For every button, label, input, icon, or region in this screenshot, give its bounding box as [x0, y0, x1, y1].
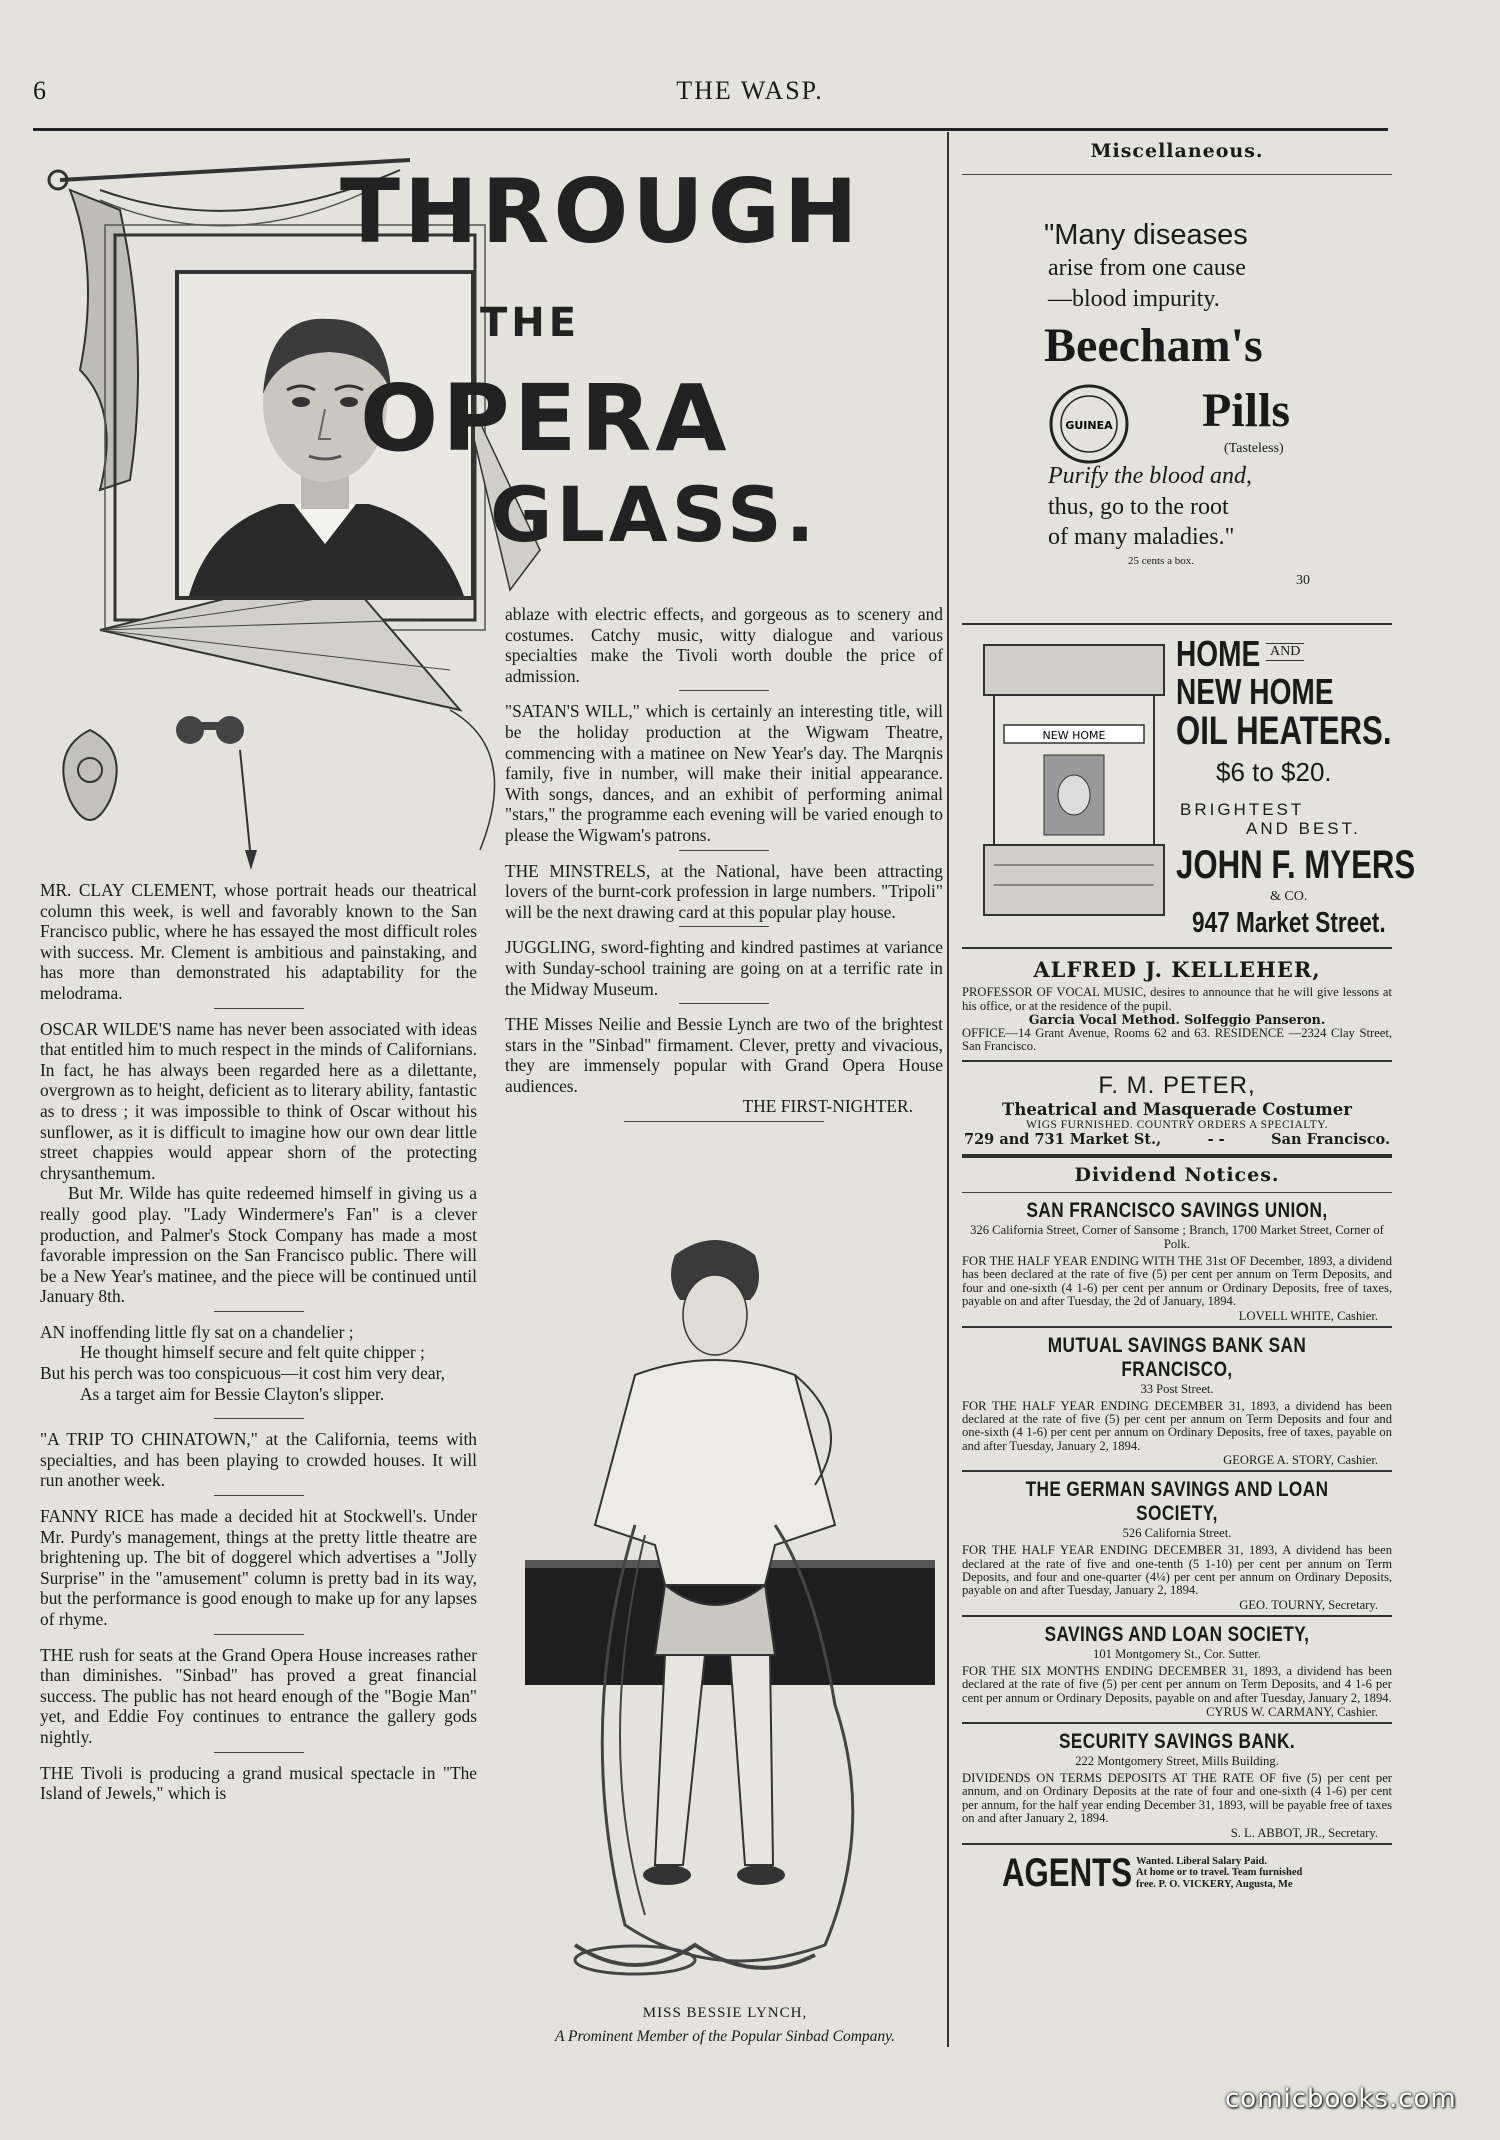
beecham-line4: Purify the blood and,: [1048, 463, 1252, 489]
lady-windermere-paragraph: But Mr. Wilde has quite redeemed himself in giving us a really good play. "Lady Windermere's Fan" is a clever production, and Palmer's Stock Company has made a most favorable impression on the San Francisco public. There will be a New Year's matinee, and the piece will be continued until January 8th.: [40, 1183, 477, 1307]
beecham-tasteless: (Tasteless): [1224, 441, 1284, 456]
agents-wanted-ad: [962, 1845, 1392, 1896]
headline-glass: GLASS.: [490, 470, 819, 559]
poem-line-2: He thought himself secure and felt quite chipper ;: [80, 1342, 425, 1363]
fly-poem: [40, 1322, 477, 1404]
bank-notice: [962, 1724, 1392, 1843]
chinatown-paragraph: "A TRIP TO CHINATOWN," at the California, teems with specialties, and has been playing to crowded houses. It will run another week.: [40, 1429, 477, 1491]
figure-caption-description: A Prominent Member of the Popular Sinbad Company.: [554, 2028, 896, 2045]
oil-heater-illustration: [974, 635, 1174, 935]
bank-address: 526 California Street.: [1122, 1526, 1232, 1541]
bank-notice: [962, 1617, 1392, 1722]
bank-body: FOR THE HALF YEAR ENDING WITH THE 31st OF December, 1893, a dividend has been declared at the rate of five (5) per cent per annum on Term Deposits, and four and one-sixth (4 1-6) per cent per annum or Ordinary Deposits, free of taxes, payable on and after Tuesday, the 2d of January, 1894.: [962, 1253, 1392, 1309]
heaters-oil-heaters: OIL HEATERS.: [1176, 709, 1392, 753]
guinea-seal-icon: [1048, 383, 1130, 465]
separator: [624, 1121, 824, 1122]
beecham-line2: arise from one cause: [1048, 255, 1246, 281]
agents-line3: free. P. O. VICKERY, Augusta, Me: [1136, 1878, 1293, 1890]
headline-through: THROUGH: [340, 160, 862, 263]
minstrels-paragraph: THE MINSTRELS, at the National, have been attracting lovers of the burnt-cork profession in large numbers. "Tripoli" will be the next drawing card at this popular play house.: [505, 860, 943, 922]
bessie-lynch-figure: [515, 1225, 945, 2015]
dividend-notices-heading: Dividend Notices.: [1074, 1163, 1280, 1186]
fm-peter-ad: [962, 1062, 1392, 1154]
tivoli-continued-paragraph: ablaze with electric effects, and gorgeous as to scenery and costumes. Catchy music, witty dialogue and various specialties make the Tivoli worth double the price of admission.: [505, 604, 943, 686]
heaters-home: HOME: [1176, 633, 1261, 674]
heaters-address: 947 Market Street.: [1192, 907, 1386, 939]
separator: [214, 1008, 304, 1009]
grand-opera-paragraph: THE rush for seats at the Grand Opera House increases rather than diminishes. "Sinbad" has proved a great financial success. The public has not heard enough of the "Bogie Man" yet, and Eddie Foy continues to entrance the gallery gods nightly.: [40, 1644, 477, 1747]
bessie-lynch-illustration: [515, 1225, 945, 2015]
beechams-ad: [962, 183, 1392, 623]
stove-label: NEW HOME: [1042, 729, 1106, 742]
peter-title: Theatrical and Masquerade Costumer: [1002, 1099, 1352, 1119]
satans-will-paragraph: "SATAN'S WILL," which is certainly an interesting title, will be the holiday production at the Wigwam Theatre, commencing with a matinee on New Year's day. The Marqnis family, five in number, will make their initial appearance. With songs, dances, and an exhibit of performing animal "stars," the programme each evening will be varied enough to please the Wigwam's patrons.: [505, 701, 943, 845]
peter-subtitle: WIGS FURNISHED. COUNTRY ORDERS A SPECIALTY.: [1026, 1118, 1328, 1131]
beecham-line1: "Many diseases: [1044, 219, 1248, 251]
svg-text:GUINEA: GUINEA: [1065, 419, 1113, 432]
bank-signature: CYRUS W. CARMANY, Cashier.: [1206, 1705, 1378, 1720]
bank-signature: S. L. ABBOT, JR., Secretary.: [1230, 1825, 1378, 1840]
kelleher-office: OFFICE—14 Grant Avenue, Rooms 62 and 63. RESIDENCE —2324 Clay Street, San Francisco.: [962, 1025, 1392, 1054]
separator: [214, 1311, 304, 1312]
bank-name: THE GERMAN SAVINGS AND LOAN SOCIETY,: [1025, 1478, 1329, 1526]
poem-line-1: AN inoffending little fly sat on a chandelier ;: [40, 1321, 354, 1342]
headline-opera: OPERA: [360, 365, 731, 472]
advertisements-column: [962, 140, 1416, 1896]
agents-word: AGENTS: [1002, 1850, 1133, 1895]
separator: [214, 1752, 304, 1753]
peter-city: San Francisco.: [1271, 1130, 1390, 1148]
heaters-new-home: NEW HOME: [1176, 671, 1334, 712]
clay-clement-paragraph: MR. CLAY CLEMENT, whose portrait heads our theatrical column this week, is well and favorably known to the San Francisco public, where he has essayed the most difficult roles with success. Mr. Clement is ambitious and painstaking, and has more than demonstrated his adaptability for the melodrama.: [40, 880, 477, 1003]
bank-name: MUTUAL SAVINGS BANK SAN FRANCISCO,: [1047, 1333, 1307, 1381]
lynch-sisters-paragraph: THE Misses Neilie and Bessie Lynch are two of the brightest stars in the "Sinbad" firmament. Clever, pretty and vivacious, they are immensely popular with Grand Opera House audiences.: [505, 1014, 943, 1096]
source-watermark: comicbooks.com: [1225, 2084, 1457, 2114]
poem-line-4: As a target aim for Bessie Clayton's slipper.: [80, 1383, 385, 1404]
agents-details: [1136, 1856, 1302, 1891]
peter-address-row: [962, 1131, 1392, 1148]
beecham-price: 25 cents a box.: [1128, 555, 1194, 567]
kelleher-method: Garcia Vocal Method. Solfeggio Panseron.: [1028, 1012, 1326, 1028]
bank-notice: [962, 1328, 1392, 1471]
left-text-column: [40, 880, 477, 1804]
separator: [214, 1418, 304, 1419]
separator: [214, 1495, 304, 1496]
heading-rule: [962, 174, 1392, 175]
kelleher-body: PROFESSOR OF VOCAL MUSIC, desires to announce that he will give lessons at his office, or at the residence of the pupil.: [962, 985, 1392, 1013]
masthead-title: THE WASP.: [676, 76, 824, 105]
heaters-seller: JOHN F. MYERS: [1176, 843, 1416, 887]
fanny-rice-paragraph: FANNY RICE has made a decided hit at Stockwell's. Under Mr. Purdy's management, things at the pretty little theatre are brightening up. The bit of doggerel which advertises a "Jolly Surprise" in the "amusement" column is pretty bad in its way, but the performance is good enough to make up for any lapses of rhyme.: [40, 1506, 477, 1629]
bank-address: 326 California Street, Corner of Sansome ; Branch, 1700 Market Street, Corner of Polk.: [970, 1222, 1384, 1251]
heaters-and-best: AND BEST.: [1246, 819, 1361, 838]
bank-body: FOR THE HALF YEAR ENDING DECEMBER 31, 1893, a dividend has been declared at the rate of five (5) per cent per annum on Term Deposits and four and one-sixth (4 1-6) per cent per annum on Ordinary Deposits, free of taxes, payable on and after Tuesday, January 2, 1894.: [962, 1398, 1392, 1453]
peter-address: 729 and 731 Market St.,: [964, 1130, 1162, 1148]
heaters-price: $6 to $20.: [1216, 757, 1332, 787]
first-nighter-signature: THE FIRST-NIGHTER.: [742, 1096, 913, 1117]
beecham-line3: —blood impurity.: [1048, 286, 1220, 312]
beecham-ad-code: 30: [1296, 573, 1310, 588]
kelleher-ad: [962, 949, 1392, 1060]
dividend-notices-list: [962, 1193, 1392, 1845]
beecham-line5: thus, go to the root: [1048, 494, 1229, 520]
bank-address: 101 Montgomery St., Cor. Sutter.: [1093, 1646, 1261, 1661]
page-number: 6: [33, 76, 46, 105]
bank-signature: GEORGE A. STORY, Cashier.: [1223, 1453, 1378, 1468]
beecham-line6: of many maladies.": [1048, 524, 1235, 550]
separator: [679, 850, 769, 851]
bank-notice: [962, 1472, 1392, 1615]
bank-notice: [962, 1193, 1392, 1326]
separator: [679, 926, 769, 927]
tivoli-paragraph: THE Tivoli is producing a grand musical spectacle in "The Island of Jewels," which is: [40, 1762, 477, 1804]
bank-name: SAVINGS AND LOAN SOCIETY,: [1044, 1622, 1310, 1646]
separator: [679, 1003, 769, 1004]
agents-line2: At home or to travel. Team furnished: [1136, 1867, 1303, 1879]
heaters-co: & CO.: [1270, 889, 1308, 904]
bank-body: DIVIDENDS ON TERMS DEPOSITS AT THE RATE OF five (5) per cent per annum, and on Ordinary Deposits at the rate of four and one-sixth (4 1-6) per cent per annum, for the half year ending December 31, 1893, will be payable free of taxes on and after January 2, 1894.: [962, 1771, 1392, 1826]
figure-caption-name: MISS BESSIE LYNCH,: [642, 2005, 808, 2021]
agents-line1: Wanted. Liberal Salary Paid.: [1136, 1855, 1267, 1867]
heaters-brightest: BRIGHTEST: [1180, 800, 1305, 819]
headline-the: THE: [480, 300, 581, 346]
miscellaneous-heading: Miscellaneous.: [1090, 140, 1264, 162]
oil-heaters-ad: [962, 625, 1416, 947]
heaters-and: AND: [1266, 643, 1304, 661]
beecham-pills: Pills: [1202, 384, 1291, 437]
section-rule: [962, 1154, 1392, 1158]
bank-signature: GEO. TOURNY, Secretary.: [1239, 1597, 1378, 1612]
bank-signature: LOVELL WHITE, Cashier.: [1238, 1308, 1378, 1323]
juggling-paragraph: JUGGLING, sword-fighting and kindred pastimes at variance with Sunday-school training are going on at a terrific rate in the Midway Museum.: [505, 937, 943, 999]
bank-name: SAN FRANCISCO SAVINGS UNION,: [1026, 1198, 1328, 1222]
poem-line-3: But his perch was too conspicuous—it cost him very dear,: [40, 1363, 446, 1384]
peter-name: F. M. PETER,: [1098, 1071, 1256, 1099]
beecham-brand: Beecham's: [1044, 319, 1263, 372]
separator: [214, 1634, 304, 1635]
column-divider: [947, 132, 949, 2047]
bank-name: SECURITY SAVINGS BANK.: [1058, 1730, 1296, 1754]
bank-address: 33 Post Street.: [1140, 1381, 1214, 1396]
kelleher-name: ALFRED J. KELLEHER,: [1033, 957, 1321, 982]
bank-body: FOR THE HALF YEAR ENDING DECEMBER 31, 1893, A dividend has been declared at the rate of five and one-tenth (5 1-10) per cent per annum on Term Deposits, and four and one-quarter (4¼) per cent per annum on Ordinary Deposits, payable on and after Tuesday, January 2, 1894.: [962, 1543, 1392, 1598]
separator: [679, 690, 769, 691]
header-rule: [33, 128, 1388, 131]
middle-text-column: [505, 604, 943, 1132]
oscar-wilde-paragraph: OSCAR WILDE'S name has never been associated with ideas that entitled him to much respect in the minds of Californians. In fact, he has always been regarded here as a dilettante, overgrown as to height, deficient as to literary ability, fantastic as to dress ; it was impossible to think of Oscar without his sunflower, as it is difficult to imagine how our own dear little street chappies would appear shorn of the protecting chrysanthemum.: [40, 1018, 477, 1183]
bank-address: 222 Montgomery Street, Mills Building.: [1075, 1754, 1279, 1769]
bank-body: FOR THE SIX MONTHS ENDING DECEMBER 31, 1893, a dividend has been declared at the rate of five (5) per cent per annum on Term Deposits, and 4 1-6 per cent per annum or Ordinary Deposits, payable on and after Tuesday, January 2, 1894.: [962, 1663, 1392, 1705]
peter-address-dash: - -: [1207, 1130, 1225, 1148]
